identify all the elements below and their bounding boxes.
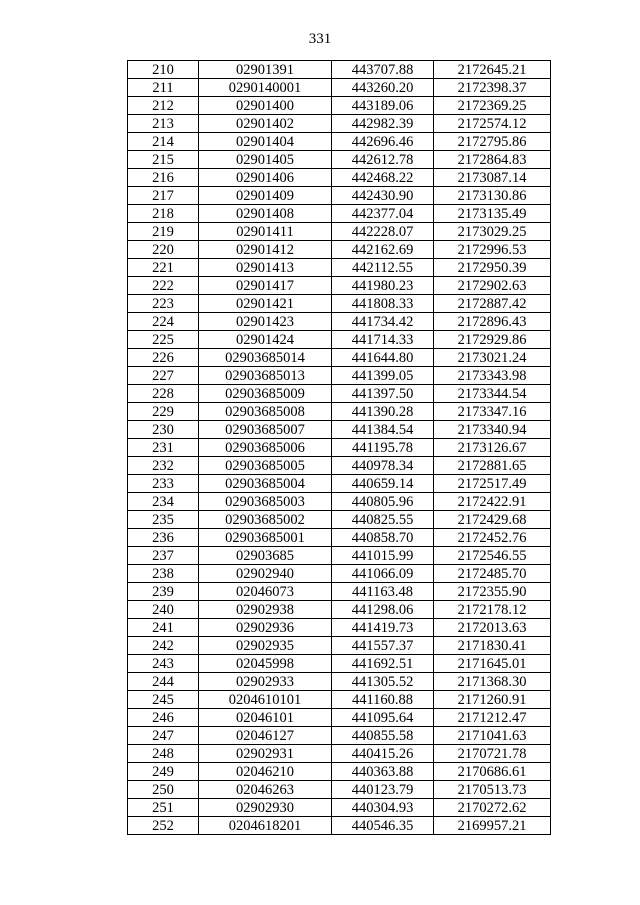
row-number-cell: 215 [128, 151, 199, 169]
table-row [128, 205, 551, 223]
y-coordinate-cell: 2171260.91 [434, 691, 551, 709]
row-number-cell: 226 [128, 349, 199, 367]
table-row [128, 601, 551, 619]
point-id-cell: 02902938 [199, 601, 332, 619]
table-row [128, 313, 551, 331]
y-coordinate-cell: 2170272.62 [434, 799, 551, 817]
y-coordinate-cell: 2170721.78 [434, 745, 551, 763]
point-id-cell: 02903685003 [199, 493, 332, 511]
row-number-cell: 246 [128, 709, 199, 727]
table-row [128, 169, 551, 187]
row-number-cell: 240 [128, 601, 199, 619]
x-coordinate-cell: 440659.14 [332, 475, 434, 493]
y-coordinate-cell: 2172929.86 [434, 331, 551, 349]
x-coordinate-cell: 440304.93 [332, 799, 434, 817]
table-row [128, 349, 551, 367]
x-coordinate-cell: 441390.28 [332, 403, 434, 421]
y-coordinate-cell: 2172887.42 [434, 295, 551, 313]
y-coordinate-cell: 2172355.90 [434, 583, 551, 601]
x-coordinate-cell: 441980.23 [332, 277, 434, 295]
point-id-cell: 02902940 [199, 565, 332, 583]
row-number-cell: 213 [128, 115, 199, 133]
table-row [128, 385, 551, 403]
table-row [128, 583, 551, 601]
row-number-cell: 233 [128, 475, 199, 493]
table-row [128, 421, 551, 439]
row-number-cell: 222 [128, 277, 199, 295]
table-row [128, 817, 551, 835]
point-id-cell: 02046263 [199, 781, 332, 799]
point-id-cell: 02046127 [199, 727, 332, 745]
y-coordinate-cell: 2172398.37 [434, 79, 551, 97]
x-coordinate-cell: 440825.55 [332, 511, 434, 529]
point-id-cell: 02902930 [199, 799, 332, 817]
row-number-cell: 218 [128, 205, 199, 223]
table-row [128, 295, 551, 313]
row-number-cell: 232 [128, 457, 199, 475]
coordinates-table [127, 60, 551, 835]
table-row [128, 475, 551, 493]
table-row [128, 727, 551, 745]
row-number-cell: 231 [128, 439, 199, 457]
table-row [128, 331, 551, 349]
y-coordinate-cell: 2172422.91 [434, 493, 551, 511]
x-coordinate-cell: 441644.80 [332, 349, 434, 367]
x-coordinate-cell: 441419.73 [332, 619, 434, 637]
table-row [128, 763, 551, 781]
point-id-cell: 02903685005 [199, 457, 332, 475]
row-number-cell: 228 [128, 385, 199, 403]
row-number-cell: 235 [128, 511, 199, 529]
point-id-cell: 02901424 [199, 331, 332, 349]
table-row [128, 277, 551, 295]
x-coordinate-cell: 441160.88 [332, 691, 434, 709]
row-number-cell: 234 [128, 493, 199, 511]
y-coordinate-cell: 2173021.24 [434, 349, 551, 367]
x-coordinate-cell: 440978.34 [332, 457, 434, 475]
row-number-cell: 236 [128, 529, 199, 547]
table-row [128, 547, 551, 565]
point-id-cell: 02903685004 [199, 475, 332, 493]
row-number-cell: 210 [128, 61, 199, 79]
point-id-cell: 02901408 [199, 205, 332, 223]
x-coordinate-cell: 442696.46 [332, 133, 434, 151]
point-id-cell: 02901423 [199, 313, 332, 331]
y-coordinate-cell: 2173029.25 [434, 223, 551, 241]
x-coordinate-cell: 443260.20 [332, 79, 434, 97]
table-row [128, 799, 551, 817]
y-coordinate-cell: 2173340.94 [434, 421, 551, 439]
y-coordinate-cell: 2172950.39 [434, 259, 551, 277]
x-coordinate-cell: 442430.90 [332, 187, 434, 205]
point-id-cell: 02901413 [199, 259, 332, 277]
row-number-cell: 237 [128, 547, 199, 565]
y-coordinate-cell: 2171645.01 [434, 655, 551, 673]
point-id-cell: 02903685002 [199, 511, 332, 529]
row-number-cell: 245 [128, 691, 199, 709]
table-row [128, 673, 551, 691]
table-row [128, 439, 551, 457]
row-number-cell: 225 [128, 331, 199, 349]
y-coordinate-cell: 2172574.12 [434, 115, 551, 133]
table-row [128, 691, 551, 709]
y-coordinate-cell: 2173126.67 [434, 439, 551, 457]
y-coordinate-cell: 2172485.70 [434, 565, 551, 583]
point-id-cell: 02901421 [199, 295, 332, 313]
row-number-cell: 244 [128, 673, 199, 691]
row-number-cell: 211 [128, 79, 199, 97]
table-row [128, 781, 551, 799]
row-number-cell: 212 [128, 97, 199, 115]
point-id-cell: 02902936 [199, 619, 332, 637]
x-coordinate-cell: 442162.69 [332, 241, 434, 259]
x-coordinate-cell: 441384.54 [332, 421, 434, 439]
x-coordinate-cell: 441734.42 [332, 313, 434, 331]
table-row [128, 565, 551, 583]
table-row [128, 79, 551, 97]
x-coordinate-cell: 441397.50 [332, 385, 434, 403]
table-row [128, 61, 551, 79]
point-id-cell: 02902931 [199, 745, 332, 763]
y-coordinate-cell: 2170686.61 [434, 763, 551, 781]
y-coordinate-cell: 2172013.63 [434, 619, 551, 637]
y-coordinate-cell: 2171041.63 [434, 727, 551, 745]
x-coordinate-cell: 443189.06 [332, 97, 434, 115]
y-coordinate-cell: 2172369.25 [434, 97, 551, 115]
table-row [128, 241, 551, 259]
table-row [128, 115, 551, 133]
row-number-cell: 252 [128, 817, 199, 835]
table-row [128, 619, 551, 637]
x-coordinate-cell: 441195.78 [332, 439, 434, 457]
y-coordinate-cell: 2172452.76 [434, 529, 551, 547]
y-coordinate-cell: 2172896.43 [434, 313, 551, 331]
y-coordinate-cell: 2173130.86 [434, 187, 551, 205]
table-row [128, 529, 551, 547]
y-coordinate-cell: 2172645.21 [434, 61, 551, 79]
y-coordinate-cell: 2169957.21 [434, 817, 551, 835]
row-number-cell: 251 [128, 799, 199, 817]
point-id-cell: 02902935 [199, 637, 332, 655]
point-id-cell: 02046210 [199, 763, 332, 781]
point-id-cell: 02901411 [199, 223, 332, 241]
row-number-cell: 238 [128, 565, 199, 583]
y-coordinate-cell: 2172795.86 [434, 133, 551, 151]
row-number-cell: 214 [128, 133, 199, 151]
x-coordinate-cell: 440546.35 [332, 817, 434, 835]
point-id-cell: 0204610101 [199, 691, 332, 709]
y-coordinate-cell: 2173344.54 [434, 385, 551, 403]
point-id-cell: 02901402 [199, 115, 332, 133]
row-number-cell: 223 [128, 295, 199, 313]
table-row [128, 151, 551, 169]
x-coordinate-cell: 441066.09 [332, 565, 434, 583]
point-id-cell: 0290140001 [199, 79, 332, 97]
point-id-cell: 02903685007 [199, 421, 332, 439]
point-id-cell: 02901409 [199, 187, 332, 205]
point-id-cell: 02903685014 [199, 349, 332, 367]
y-coordinate-cell: 2173343.98 [434, 367, 551, 385]
row-number-cell: 224 [128, 313, 199, 331]
table-row [128, 223, 551, 241]
row-number-cell: 230 [128, 421, 199, 439]
table-row [128, 367, 551, 385]
x-coordinate-cell: 441298.06 [332, 601, 434, 619]
x-coordinate-cell: 442228.07 [332, 223, 434, 241]
y-coordinate-cell: 2173347.16 [434, 403, 551, 421]
table-row [128, 493, 551, 511]
y-coordinate-cell: 2171368.30 [434, 673, 551, 691]
row-number-cell: 243 [128, 655, 199, 673]
point-id-cell: 02901391 [199, 61, 332, 79]
x-coordinate-cell: 442112.55 [332, 259, 434, 277]
y-coordinate-cell: 2172429.68 [434, 511, 551, 529]
row-number-cell: 249 [128, 763, 199, 781]
row-number-cell: 219 [128, 223, 199, 241]
y-coordinate-cell: 2172864.83 [434, 151, 551, 169]
table-row [128, 259, 551, 277]
row-number-cell: 241 [128, 619, 199, 637]
x-coordinate-cell: 440123.79 [332, 781, 434, 799]
table-row [128, 187, 551, 205]
page-number: 331 [308, 31, 332, 47]
x-coordinate-cell: 440858.70 [332, 529, 434, 547]
x-coordinate-cell: 441692.51 [332, 655, 434, 673]
x-coordinate-cell: 440855.58 [332, 727, 434, 745]
row-number-cell: 217 [128, 187, 199, 205]
y-coordinate-cell: 2173135.49 [434, 205, 551, 223]
row-number-cell: 229 [128, 403, 199, 421]
point-id-cell: 02046101 [199, 709, 332, 727]
table-row [128, 745, 551, 763]
row-number-cell: 242 [128, 637, 199, 655]
y-coordinate-cell: 2172902.63 [434, 277, 551, 295]
point-id-cell: 02903685008 [199, 403, 332, 421]
y-coordinate-cell: 2172517.49 [434, 475, 551, 493]
y-coordinate-cell: 2171212.47 [434, 709, 551, 727]
table-row [128, 403, 551, 421]
x-coordinate-cell: 442377.04 [332, 205, 434, 223]
table-row [128, 457, 551, 475]
y-coordinate-cell: 2172546.55 [434, 547, 551, 565]
x-coordinate-cell: 440415.26 [332, 745, 434, 763]
row-number-cell: 248 [128, 745, 199, 763]
point-id-cell: 02901404 [199, 133, 332, 151]
table-row [128, 511, 551, 529]
table-row [128, 637, 551, 655]
x-coordinate-cell: 441305.52 [332, 673, 434, 691]
point-id-cell: 02901400 [199, 97, 332, 115]
y-coordinate-cell: 2170513.73 [434, 781, 551, 799]
y-coordinate-cell: 2172996.53 [434, 241, 551, 259]
point-id-cell: 02045998 [199, 655, 332, 673]
point-id-cell: 02901412 [199, 241, 332, 259]
x-coordinate-cell: 442612.78 [332, 151, 434, 169]
x-coordinate-cell: 441557.37 [332, 637, 434, 655]
row-number-cell: 216 [128, 169, 199, 187]
x-coordinate-cell: 441808.33 [332, 295, 434, 313]
x-coordinate-cell: 441399.05 [332, 367, 434, 385]
table-row [128, 97, 551, 115]
x-coordinate-cell: 440805.96 [332, 493, 434, 511]
y-coordinate-cell: 2172881.65 [434, 457, 551, 475]
point-id-cell: 0204618201 [199, 817, 332, 835]
table-row [128, 655, 551, 673]
x-coordinate-cell: 442468.22 [332, 169, 434, 187]
x-coordinate-cell: 441095.64 [332, 709, 434, 727]
y-coordinate-cell: 2173087.14 [434, 169, 551, 187]
x-coordinate-cell: 440363.88 [332, 763, 434, 781]
row-number-cell: 227 [128, 367, 199, 385]
point-id-cell: 02903685001 [199, 529, 332, 547]
point-id-cell: 02046073 [199, 583, 332, 601]
row-number-cell: 250 [128, 781, 199, 799]
x-coordinate-cell: 442982.39 [332, 115, 434, 133]
row-number-cell: 247 [128, 727, 199, 745]
point-id-cell: 02902933 [199, 673, 332, 691]
row-number-cell: 221 [128, 259, 199, 277]
point-id-cell: 02901406 [199, 169, 332, 187]
point-id-cell: 02903685013 [199, 367, 332, 385]
row-number-cell: 239 [128, 583, 199, 601]
x-coordinate-cell: 441714.33 [332, 331, 434, 349]
point-id-cell: 02901417 [199, 277, 332, 295]
table-row [128, 133, 551, 151]
point-id-cell: 02903685 [199, 547, 332, 565]
point-id-cell: 02903685009 [199, 385, 332, 403]
x-coordinate-cell: 441015.99 [332, 547, 434, 565]
table-body [128, 61, 551, 835]
row-number-cell: 220 [128, 241, 199, 259]
y-coordinate-cell: 2171830.41 [434, 637, 551, 655]
x-coordinate-cell: 441163.48 [332, 583, 434, 601]
table-row [128, 709, 551, 727]
x-coordinate-cell: 443707.88 [332, 61, 434, 79]
point-id-cell: 02901405 [199, 151, 332, 169]
y-coordinate-cell: 2172178.12 [434, 601, 551, 619]
point-id-cell: 02903685006 [199, 439, 332, 457]
